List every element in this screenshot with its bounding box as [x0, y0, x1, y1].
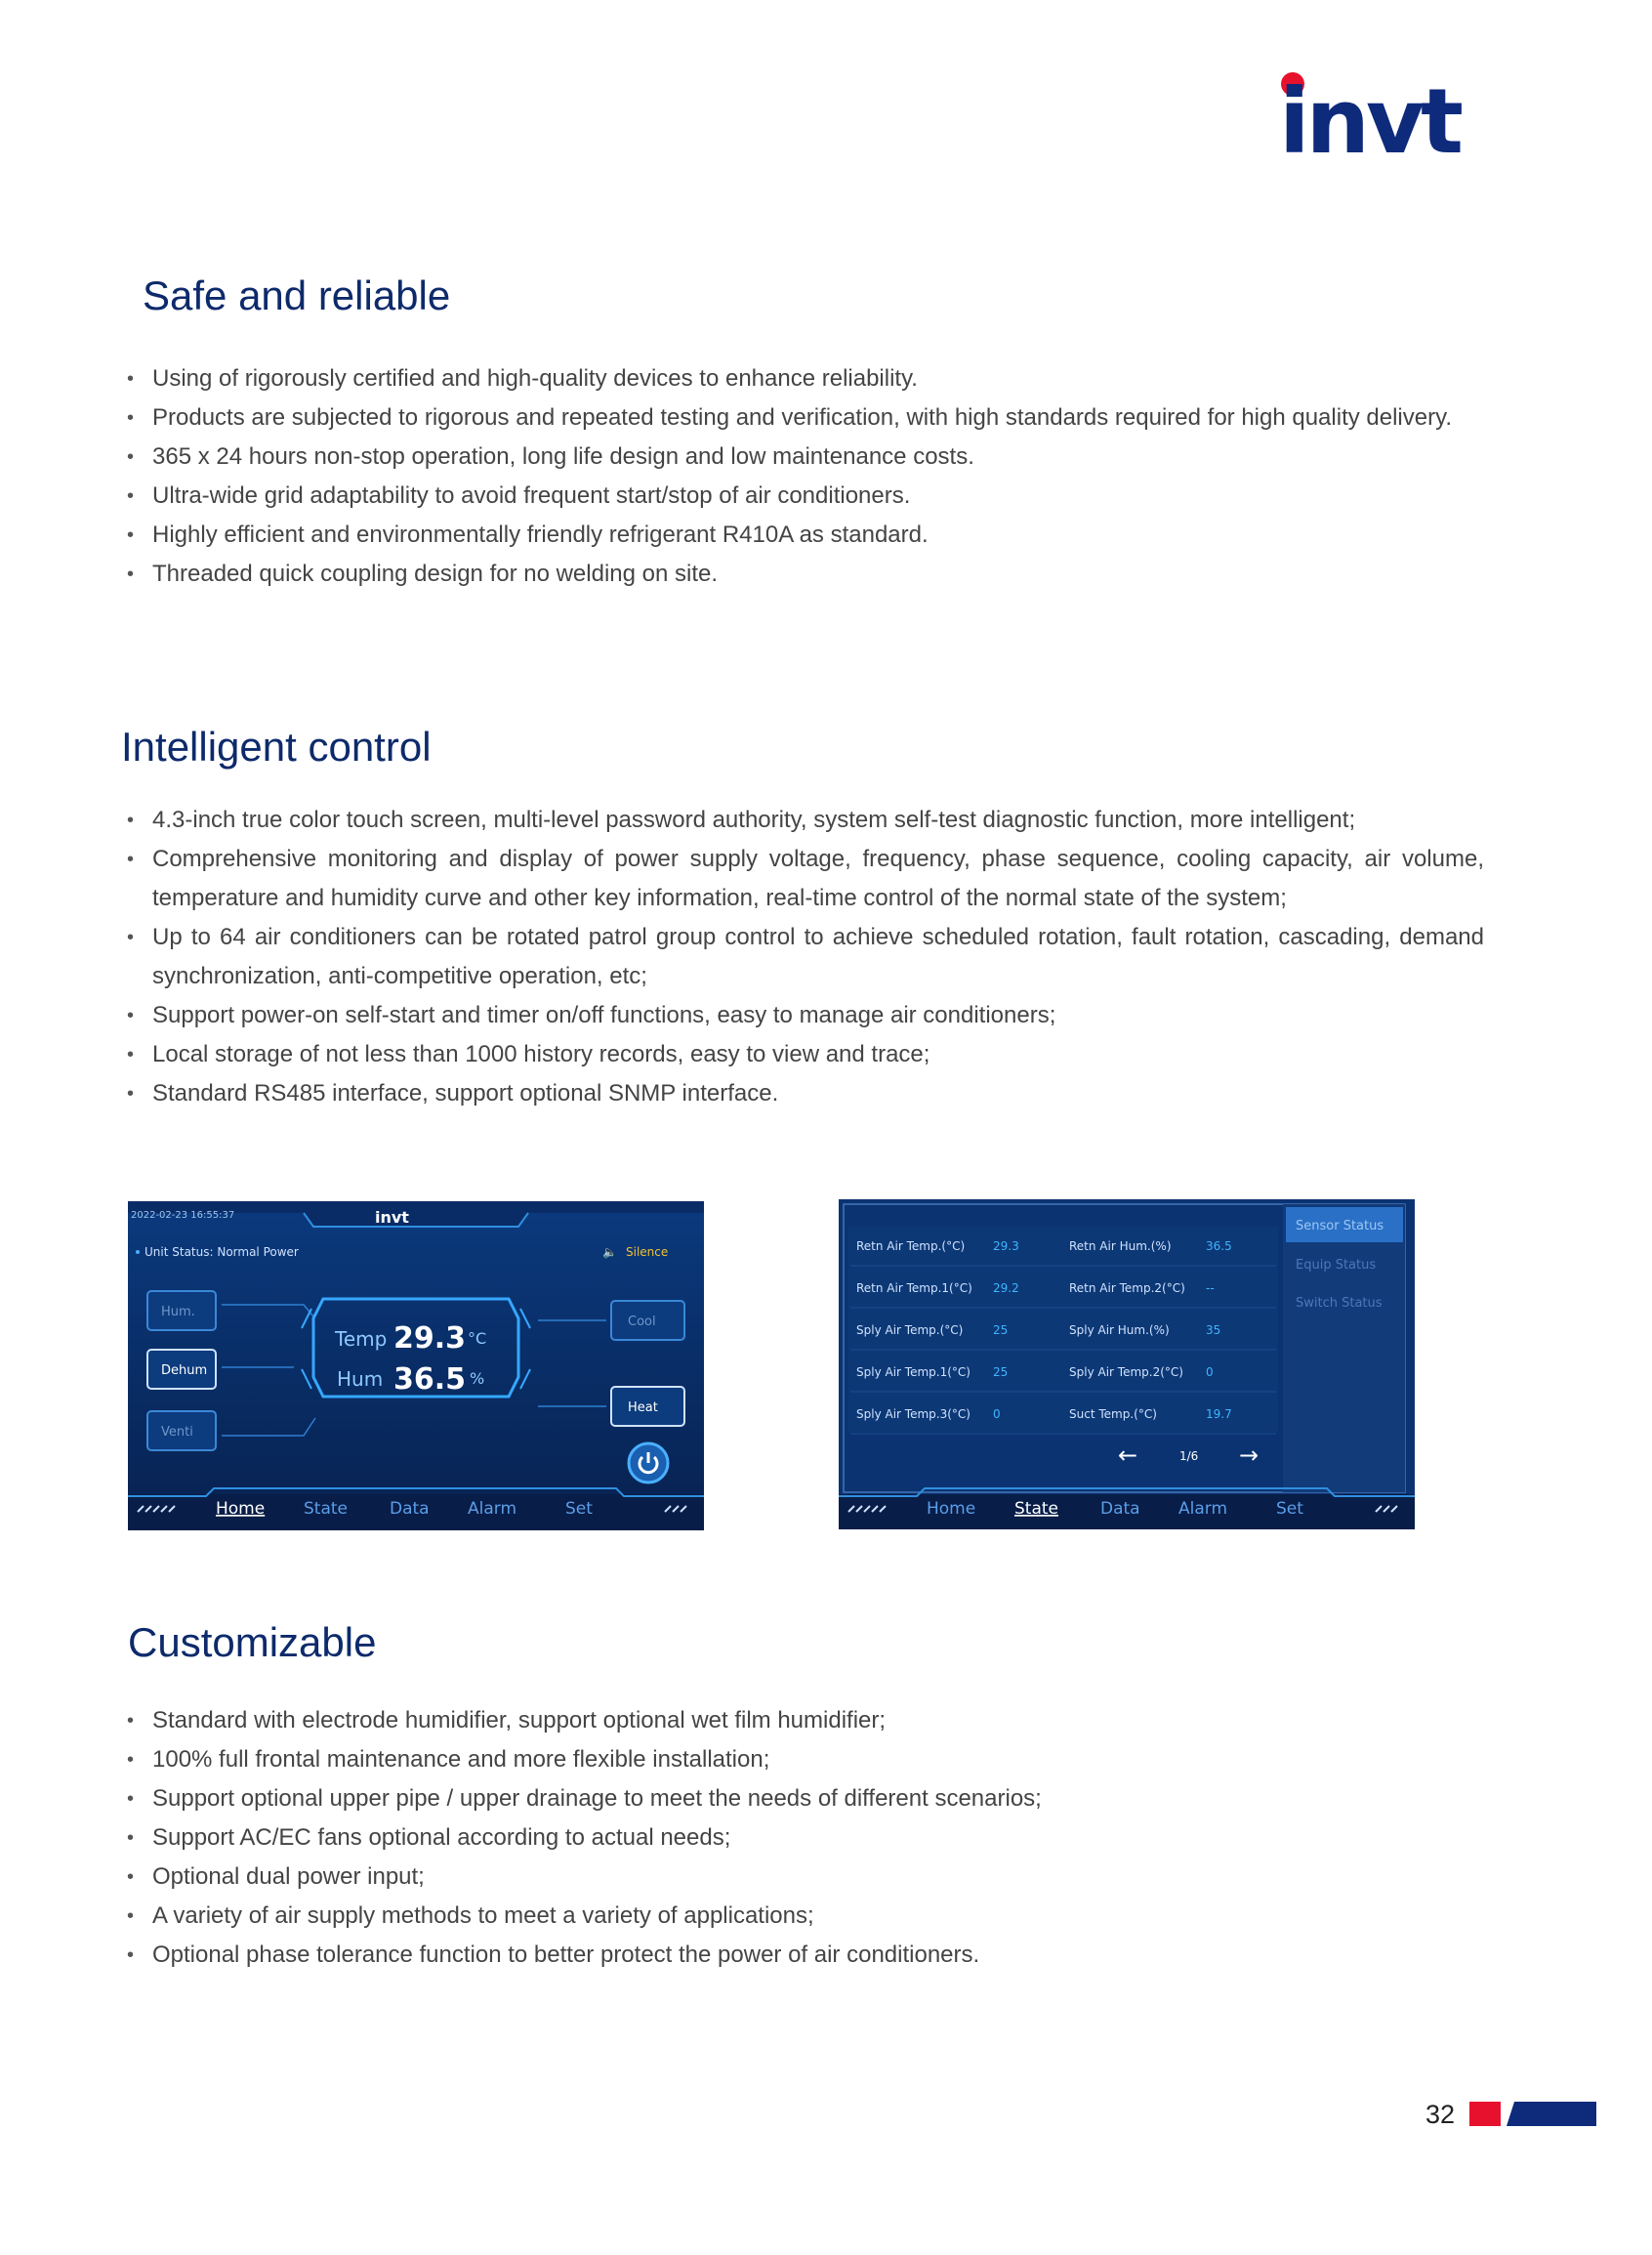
power-button[interactable] — [629, 1443, 668, 1482]
sensor-value: 0 — [993, 1407, 1001, 1421]
temp-unit: °C — [468, 1329, 487, 1348]
arrow-left-icon[interactable]: ← — [1118, 1441, 1138, 1469]
nav-alarm[interactable]: Alarm — [468, 1499, 517, 1519]
heat-button[interactable] — [611, 1387, 684, 1426]
list-item: • Ultra-wide grid adaptability to avoid frequent start/stop of air conditioners. — [127, 477, 1484, 516]
nav-home[interactable]: Home — [216, 1499, 266, 1519]
sensor-value: 25 — [993, 1365, 1009, 1379]
list-item: • Local storage of not less than 1000 history records, easy to view and trace; — [127, 1035, 1484, 1074]
list-item: • Support AC/EC fans optional according to actual needs; — [127, 1818, 1484, 1858]
hum-button[interactable] — [147, 1291, 216, 1330]
tab-equip-status[interactable]: Equip Status — [1296, 1258, 1377, 1273]
dehum-button[interactable] — [147, 1350, 216, 1389]
list-item: • Standard RS485 interface, support optional SNMP interface. — [127, 1074, 1484, 1113]
tab-sensor-status[interactable]: Sensor Status — [1296, 1219, 1384, 1233]
sensor-label: Retn Air Temp.1(°C) — [856, 1281, 972, 1295]
svg-text:Heat: Heat — [628, 1400, 658, 1415]
sensor-value: 35 — [1206, 1323, 1221, 1337]
logo-text: invt — [1279, 69, 1460, 164]
sensor-label: Retn Air Temp.2(°C) — [1069, 1281, 1185, 1295]
nav-data[interactable]: Data — [390, 1499, 430, 1519]
list-item: • Highly efficient and environmentally friendly refrigerant R410A as standard. — [127, 516, 1484, 555]
sensor-value: 29.2 — [993, 1281, 1019, 1295]
safe-list — [127, 359, 1484, 594]
list-item: • Products are subjected to rigorous and repeated testing and verification, with high standards required for high quality delivery. — [127, 398, 1484, 438]
venti-button[interactable] — [147, 1411, 216, 1450]
screen-logo: invt — [375, 1208, 409, 1227]
cool-button[interactable] — [611, 1301, 684, 1340]
list-item: • Support optional upper pipe / upper drainage to meet the needs of different scenarios; — [127, 1779, 1484, 1818]
hum-unit: % — [470, 1369, 485, 1388]
list-item: • 4.3-inch true color touch screen, multi-level password authority, system self-test diagnostic function, more intelligent; — [127, 801, 1484, 840]
sensor-label: Sply Air Temp.1(°C) — [856, 1365, 971, 1379]
sensor-label: Sply Air Temp.2(°C) — [1069, 1365, 1183, 1379]
tab-switch-status[interactable]: Switch Status — [1296, 1296, 1383, 1311]
page-accent-bar — [1469, 2102, 1596, 2126]
nav-state[interactable]: State — [1014, 1499, 1058, 1519]
hmi-home-screen — [128, 1201, 704, 1530]
list-item: • Standard with electrode humidifier, support optional wet film humidifier; — [127, 1701, 1484, 1740]
svg-text:Cool: Cool — [628, 1315, 656, 1329]
hmi-state-screen — [839, 1199, 1415, 1529]
list-item: • A variety of air supply methods to meet a variety of applications; — [127, 1897, 1484, 1936]
sensor-value: 36.5 — [1206, 1239, 1232, 1253]
list-item: • Comprehensive monitoring and display of power supply voltage, frequency, phase sequence, cooling capacity, air volume, temperature and humidity curve and other key information, real-time control of the normal state of the system; — [127, 840, 1484, 918]
nav-data[interactable]: Data — [1100, 1499, 1140, 1519]
sensor-label: Sply Air Hum.(%) — [1069, 1323, 1170, 1337]
hum-value: 36.5 — [393, 1362, 467, 1397]
sensor-value: 29.3 — [993, 1239, 1019, 1253]
intelligent-list — [127, 801, 1484, 1113]
temp-label: Temp — [335, 1327, 388, 1351]
silence-label[interactable]: Silence — [626, 1245, 669, 1259]
svg-text:Venti: Venti — [161, 1425, 193, 1440]
invt-logo — [1279, 66, 1484, 164]
speaker-icon[interactable]: 🔈 — [602, 1245, 617, 1259]
section-title-intelligent: Intelligent control — [121, 724, 432, 770]
svg-text:Hum.: Hum. — [161, 1305, 195, 1319]
nav-alarm[interactable]: Alarm — [1178, 1499, 1228, 1519]
sensor-label: Sply Air Temp.(°C) — [856, 1323, 964, 1337]
custom-list — [127, 1701, 1484, 1975]
sensor-label: Retn Air Temp.(°C) — [856, 1239, 966, 1253]
temp-value: 29.3 — [393, 1321, 467, 1356]
hum-label: Hum — [337, 1367, 384, 1391]
list-item: • Optional phase tolerance function to better protect the power of air conditioners. — [127, 1936, 1484, 1975]
section-title-safe: Safe and reliable — [143, 272, 451, 318]
page-number: 32 — [1425, 2100, 1456, 2129]
sensor-value: 0 — [1206, 1365, 1214, 1379]
nav-set[interactable]: Set — [565, 1499, 593, 1519]
section-title-custom: Customizable — [128, 1619, 377, 1665]
sensor-label: Sply Air Temp.3(°C) — [856, 1407, 971, 1421]
svg-text:Dehum: Dehum — [161, 1363, 208, 1378]
list-item: • 100% full frontal maintenance and more flexible installation; — [127, 1740, 1484, 1779]
sensor-value: 25 — [993, 1323, 1009, 1337]
nav-set[interactable]: Set — [1276, 1499, 1303, 1519]
pager-label: 1/6 — [1179, 1449, 1199, 1463]
sensor-label: Suct Temp.(°C) — [1069, 1407, 1157, 1421]
sensor-label: Retn Air Hum.(%) — [1069, 1239, 1172, 1253]
nav-state[interactable]: State — [304, 1499, 348, 1519]
arrow-right-icon[interactable]: → — [1239, 1441, 1260, 1469]
list-item: • Threaded quick coupling design for no welding on site. — [127, 555, 1484, 594]
unit-status: Unit Status: Normal Power — [145, 1245, 299, 1259]
sensor-value: 19.7 — [1206, 1407, 1232, 1421]
list-item: • Optional dual power input; — [127, 1858, 1484, 1897]
datetime: 2022-02-23 16:55:37 — [131, 1210, 235, 1221]
list-item: • Using of rigorously certified and high-quality devices to enhance reliability. — [127, 359, 1484, 398]
nav-home[interactable]: Home — [927, 1499, 976, 1519]
list-item: • Up to 64 air conditioners can be rotated patrol group control to achieve scheduled rotation, fault rotation, cascading, demand synchronization, anti-competitive operation, etc; — [127, 918, 1484, 996]
list-item: • 365 x 24 hours non-stop operation, long life design and low maintenance costs. — [127, 438, 1484, 477]
sensor-value: -- — [1206, 1281, 1215, 1295]
list-item: • Support power-on self-start and timer on/off functions, easy to manage air conditioners; — [127, 996, 1484, 1035]
